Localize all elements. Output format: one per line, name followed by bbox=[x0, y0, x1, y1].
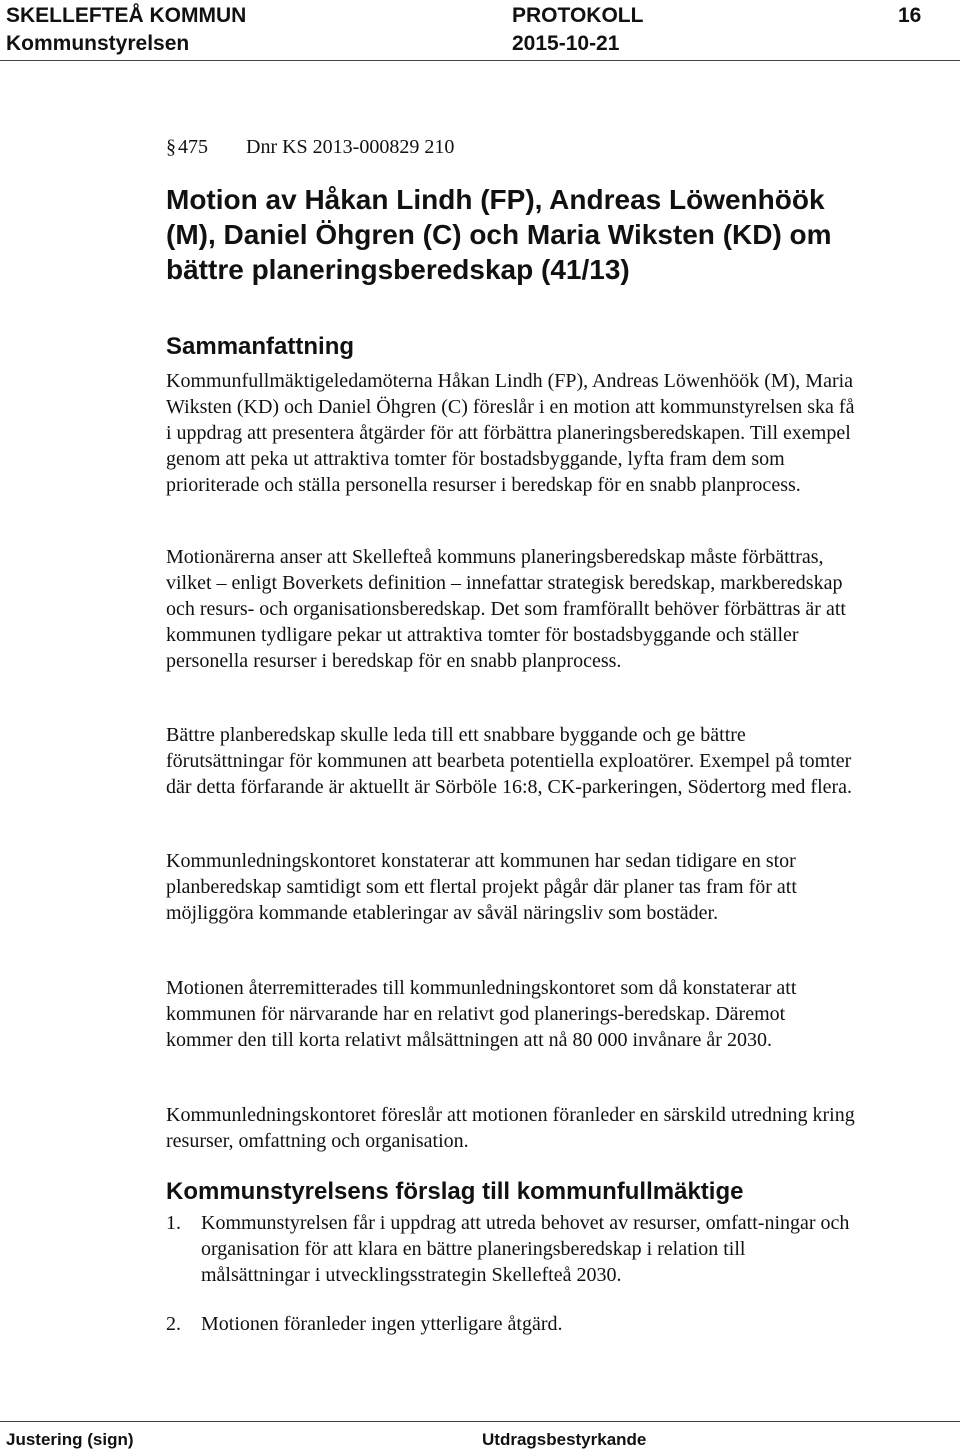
meeting-date: 2015-10-21 bbox=[512, 32, 620, 55]
case-title: Motion av Håkan Lindh (FP), Andreas Löwenhöök (M), Daniel Öhgren (C) och Maria Wiksten (KD) om bättre planeringsberedskap (41/13) bbox=[166, 184, 832, 285]
footer-divider bbox=[0, 1421, 960, 1422]
paragraph-symbol: § bbox=[166, 136, 176, 158]
municipality-name: SKELLEFTEÅ KOMMUN bbox=[6, 4, 247, 27]
proposal-item-2 bbox=[166, 1311, 856, 1337]
signature-label: Justering (sign) bbox=[6, 1430, 134, 1449]
summary-paragraph-2: Motionärerna anser att Skellefteå kommuns planeringsberedskap måste förbättras, vilket – enligt Boverkets definition – innefattar strategisk beredskap, markberedskap och resurs- och organisationsberedskap. Det som framförallt behöver förbättras är att kommunen tydligare pekar ut attraktiva tomter för bostadsbyggande och ställer personella resurser i beredskap för en snabb planprocess. bbox=[166, 546, 846, 672]
summary-paragraph-5: Motionen återremitterades till kommunledningskontoret som då konstaterar att kommunen för närvarande har en relativt god planerings-beredskap. Däremot kommer den till korta relativt målsättningen att nå 80 000 invånare år 2030. bbox=[166, 977, 797, 1051]
case-reference bbox=[166, 134, 454, 160]
page-number: 16 bbox=[898, 4, 922, 27]
diary-number: Dnr KS 2013-000829 210 bbox=[246, 136, 455, 158]
summary-paragraph-3: Bättre planberedskap skulle leda till ett snabbare byggande och ge bättre förutsättningar för kommunen att bearbeta potentiella exploatörer. Exempel på tomter där detta förfarande är aktuellt är Sörböle 16:8, CK-parkeringen, Södertorg med flera. bbox=[166, 724, 853, 798]
certification-label: Utdragsbestyrkande bbox=[482, 1430, 647, 1449]
proposal-item-text: Kommunstyrelsen får i uppdrag att utreda behovet av resurser, omfatt-ningar och organisation för att klara en bättre planeringsberedskap i relation till målsättningar i utvecklingsstrategin Skellefteå 2030. bbox=[201, 1212, 850, 1286]
proposal-heading: Kommunstyrelsens förslag till kommunfullmäktige bbox=[166, 1178, 744, 1205]
summary-heading: Sammanfattning bbox=[166, 333, 355, 360]
proposal-item-number: 1. bbox=[166, 1212, 181, 1234]
proposal-item-number: 2. bbox=[166, 1313, 181, 1335]
summary-paragraph-1: Kommunfullmäktigeledamöterna Håkan Lindh (FP), Andreas Löwenhöök (M), Maria Wiksten (KD) och Daniel Öhgren (C) föreslår i en motion att kommunstyrelsen ska få i uppdrag att presentera åtgärder för att förbättra planeringsberedskapen. Till exempel genom att peka ut attraktiva tomter för bostadsbyggande, lyfta fram dem som prioriterade och ställa personella resurser i beredskap för en snabb planprocess. bbox=[166, 370, 855, 496]
summary-paragraph-4: Kommunledningskontoret konstaterar att kommunen har sedan tidigare en stor planberedskap samtidigt som ett flertal projekt pågår där planer tas fram för att möjliggöra kommande etableringar av såväl näringsliv som bostäder. bbox=[166, 850, 797, 924]
document-type: PROTOKOLL bbox=[512, 4, 644, 27]
proposal-item-1 bbox=[166, 1210, 856, 1288]
proposal-item-text: Motionen föranleder ingen ytterligare åtgärd. bbox=[201, 1313, 563, 1335]
summary-paragraph-6: Kommunledningskontoret föreslår att motionen föranleder en särskild utredning kring resurser, omfattning och organisation. bbox=[166, 1104, 855, 1152]
header-divider bbox=[0, 60, 960, 61]
case-number: 475 bbox=[178, 136, 208, 158]
committee-name: Kommunstyrelsen bbox=[6, 32, 190, 55]
